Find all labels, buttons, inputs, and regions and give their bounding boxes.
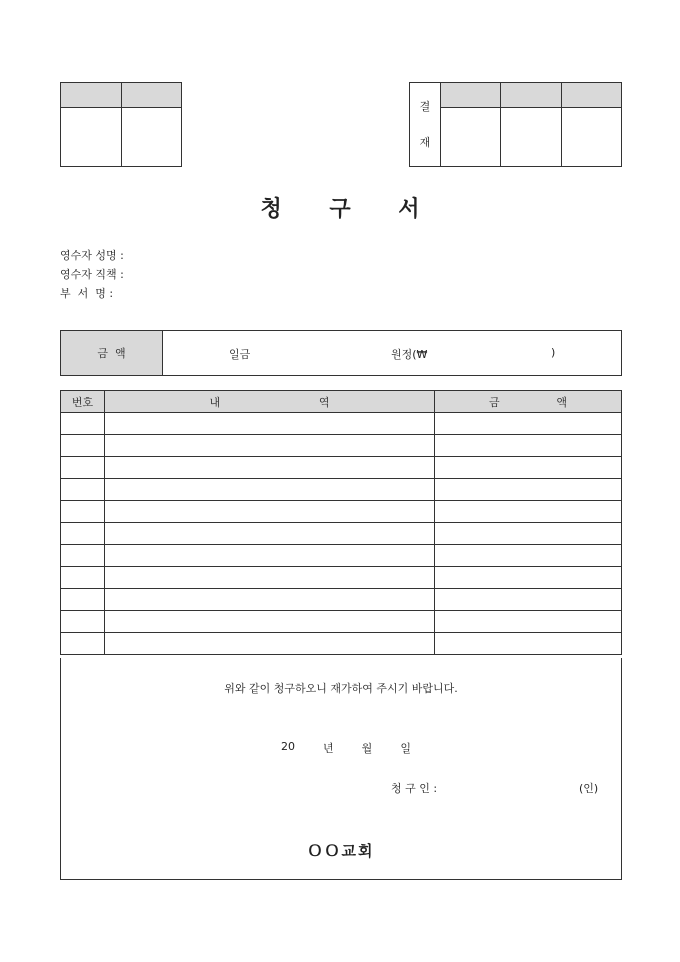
row-amount-cell[interactable]	[435, 479, 622, 501]
table-row	[61, 435, 622, 457]
header-description-1: 내	[209, 395, 221, 409]
amount-box	[60, 330, 622, 376]
department-row[interactable]	[60, 284, 360, 303]
recipient-info	[60, 246, 360, 303]
amount-close: )	[551, 346, 556, 359]
row-amount-cell[interactable]	[435, 633, 622, 655]
row-amount-cell[interactable]	[435, 501, 622, 523]
row-number-cell[interactable]	[61, 413, 105, 435]
header-amount-1: 금	[489, 395, 500, 409]
header-description-2: 역	[318, 395, 330, 409]
date-line[interactable]	[281, 740, 411, 756]
row-description-cell[interactable]	[105, 633, 435, 655]
row-number-cell[interactable]	[61, 479, 105, 501]
date-day-unit: 일	[400, 742, 411, 755]
header-description	[105, 391, 435, 413]
table-row	[61, 633, 622, 655]
amount-label: 금 액	[61, 331, 163, 376]
header-amount-2: 액	[556, 395, 567, 409]
amount-value-cell[interactable]	[163, 331, 622, 376]
table-row	[61, 611, 622, 633]
row-description-cell[interactable]	[105, 545, 435, 567]
row-amount-cell[interactable]	[435, 457, 622, 479]
approval-header-1	[441, 83, 501, 108]
footer-box	[60, 658, 622, 880]
recipient-position-label: 영수자 직책 :	[60, 268, 124, 281]
row-amount-cell[interactable]	[435, 523, 622, 545]
items-table	[60, 390, 622, 655]
approval-box	[409, 82, 622, 167]
amount-won: 원정(₩	[391, 348, 428, 361]
left-box-header-1	[61, 83, 122, 108]
left-box-cell-2[interactable]	[121, 108, 182, 167]
row-number-cell[interactable]	[61, 545, 105, 567]
row-description-cell[interactable]	[105, 589, 435, 611]
row-number-cell[interactable]	[61, 589, 105, 611]
table-row	[61, 413, 622, 435]
approval-sign-2[interactable]	[501, 108, 561, 167]
row-amount-cell[interactable]	[435, 567, 622, 589]
date-year-unit: 년	[323, 742, 334, 755]
table-row	[61, 523, 622, 545]
seal-mark[interactable]: (인)	[579, 782, 599, 795]
row-description-cell[interactable]	[105, 479, 435, 501]
date-month-unit: 월	[361, 742, 373, 755]
document-title: 청 구 서	[260, 196, 440, 222]
row-description-cell[interactable]	[105, 501, 435, 523]
items-body	[61, 413, 622, 655]
church-name: ＯＯ교회	[307, 842, 375, 860]
items-header-row	[61, 391, 622, 413]
recipient-name-label: 영수자 성명 :	[60, 249, 124, 262]
row-number-cell[interactable]	[61, 501, 105, 523]
approval-sign-1[interactable]	[441, 108, 501, 167]
row-amount-cell[interactable]	[435, 545, 622, 567]
header-number: 번호	[61, 391, 105, 413]
row-number-cell[interactable]	[61, 457, 105, 479]
left-signature-box	[60, 82, 182, 167]
row-number-cell[interactable]	[61, 611, 105, 633]
date-year: 20	[281, 740, 295, 753]
row-amount-cell[interactable]	[435, 435, 622, 457]
table-row	[61, 545, 622, 567]
row-number-cell[interactable]	[61, 567, 105, 589]
approval-label-bottom: 재	[419, 135, 431, 149]
approval-label-top: 결	[419, 99, 431, 113]
amount-prefix: 일금	[229, 348, 251, 361]
row-number-cell[interactable]	[61, 523, 105, 545]
approval-header-2	[501, 83, 561, 108]
row-number-cell[interactable]	[61, 633, 105, 655]
row-description-cell[interactable]	[105, 611, 435, 633]
approval-header-3	[561, 83, 621, 108]
header-amount	[435, 391, 622, 413]
row-amount-cell[interactable]	[435, 589, 622, 611]
row-description-cell[interactable]	[105, 567, 435, 589]
row-amount-cell[interactable]	[435, 413, 622, 435]
approval-sign-3[interactable]	[561, 108, 621, 167]
department-label: 부 서 명 :	[60, 287, 114, 300]
table-row	[61, 501, 622, 523]
approval-label-cell	[410, 83, 441, 167]
recipient-position-row[interactable]	[60, 265, 360, 284]
row-number-cell[interactable]	[61, 435, 105, 457]
request-text: 위와 같이 청구하오니 재가하여 주시기 바랍니다.	[224, 682, 458, 695]
row-description-cell[interactable]	[105, 457, 435, 479]
left-box-header-2	[121, 83, 182, 108]
table-row	[61, 479, 622, 501]
row-description-cell[interactable]	[105, 523, 435, 545]
table-row	[61, 567, 622, 589]
left-box-cell-1[interactable]	[61, 108, 122, 167]
claimant-label: 청 구 인 :	[391, 782, 438, 795]
recipient-name-row[interactable]	[60, 246, 360, 265]
table-row	[61, 457, 622, 479]
table-row	[61, 589, 622, 611]
row-description-cell[interactable]	[105, 413, 435, 435]
row-description-cell[interactable]	[105, 435, 435, 457]
row-amount-cell[interactable]	[435, 611, 622, 633]
